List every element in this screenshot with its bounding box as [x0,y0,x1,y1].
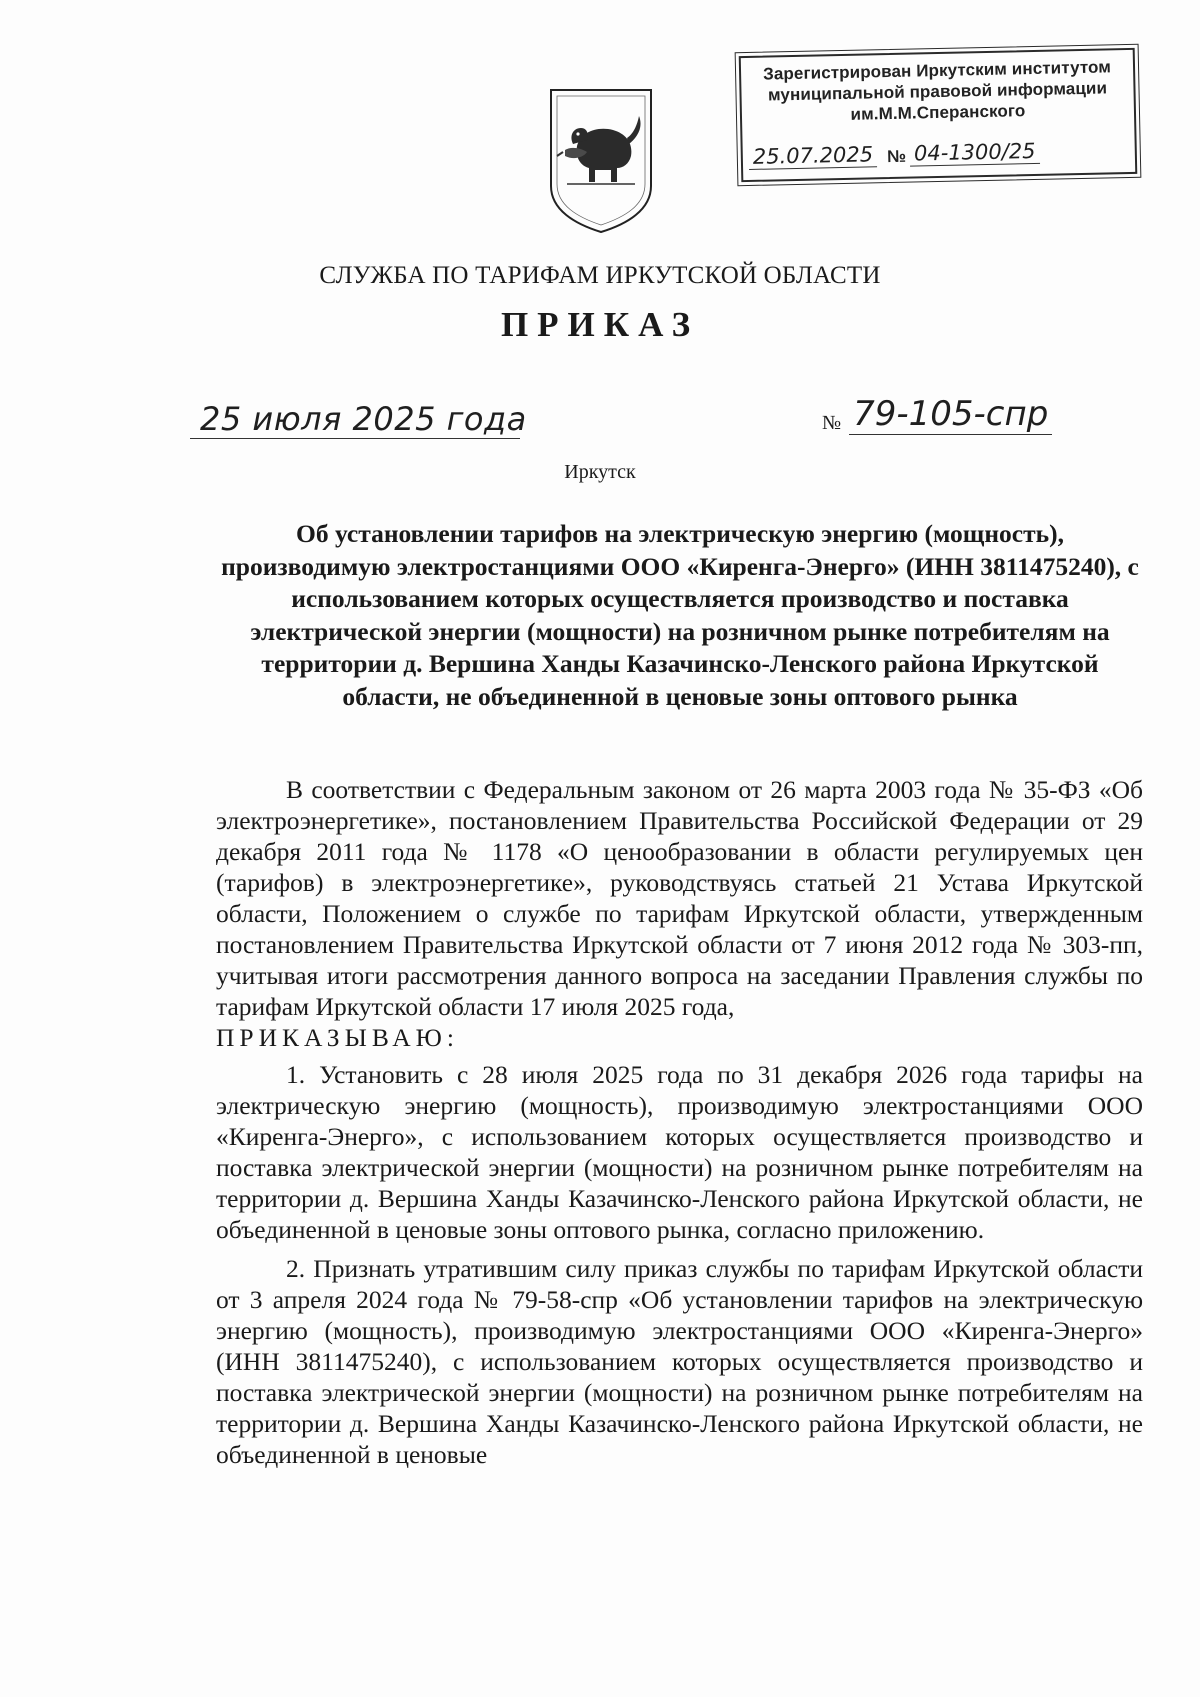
order-title: ПРИКАЗ [500,305,700,344]
organization-name: СЛУЖБА ПО ТАРИФАМ ИРКУТСКОЙ ОБЛАСТИ [319,262,881,289]
stamp-number-group [877,137,1129,167]
preamble-paragraph: В соответствии с Федеральным законом от 26 марта 2003 года № 35-ФЗ «Об электроэнергетике», постановлением Правительства Российской Федерации от 29 декабря 2011 года № 1178 «О ценообразовании в области регулируемых цен (тарифов) в электроэнергетике», руководствуясь статьей 21 Устава Иркутской области, Положением о службе по тарифам Иркутской области, утвержденным постановлением Правительства Иркутской области от 7 июня 2012 года № 303-пп, учитывая итоги рассмотрения данного вопроса на заседании Правления службы по тарифам Иркутской области 17 июля 2025 года, [216,775,1143,1021]
number-sign: № [822,412,842,434]
decree-word: ПРИКАЗЫВАЮ: [216,1023,459,1052]
date-underline [190,438,520,439]
document-body [216,774,1143,1470]
stamp-reg-number: 04-1300/25 [910,139,1040,167]
order-item: 2. Признать утратившим силу приказ службы по тарифам Иркутской области от 3 апреля 2024 года № 79-58-спр «Об установлении тарифов на электрическую энергию (мощность), производимую электростанциями ООО «Киренга-Энерго» (ИНН 3811475240), с использованием которых осуществляется производство и поставка электрической энергии (мощности) на розничном рынке потребителям на территории д. Вершина Ханды Казачинско-Ленского района Иркутской области, не объединенной в ценовые [216,1254,1143,1469]
stamp-reg-date: 25.07.2025 [749,142,878,170]
stamp-number-label: № [886,146,907,167]
stamp-line: им.М.М.Сперанского [850,101,1026,124]
order-number-block [822,394,1052,435]
document-heading: Об установлении тарифов на электрическую энергию (мощность), производимую электростанциями ООО «Киренга-Энерго» (ИНН 3811475240), с использованием которых осуществляется производство и поставка электрической энергии (мощности) на розничном рынке потребителям на территории д. Вершина Ханды Казачинско-Ленского района Иркутской области, не объединенной в ценовые зоны оптового рынка [221,519,1139,711]
order-number: 79-105-спр [849,394,1052,435]
registration-stamp [739,48,1138,182]
stamp-line: муниципальной правовой информации [767,78,1108,105]
order-item: 1. Установить с 28 июля 2025 года по 31 декабря 2026 года тарифы на электрическую энергию (мощность), производимую электростанциями ООО «Киренга-Энерго», с использованием которых осуществляется производство и поставка электрической энергии (мощности) на розничном рынке потребителям на территории д. Вершина Ханды Казачинско-Ленского района Иркутской области, не объединенной в ценовые зоны оптового рынка, согласно приложению. [216,1060,1143,1244]
irkutsk-coat-of-arms-icon [547,86,655,236]
stamp-line: Зарегистрирован Иркутским институтом [762,57,1112,84]
order-date: 25 июля 2025 года [200,400,527,438]
stamp-registration-row [749,134,1130,170]
city: Иркутск [564,461,636,483]
